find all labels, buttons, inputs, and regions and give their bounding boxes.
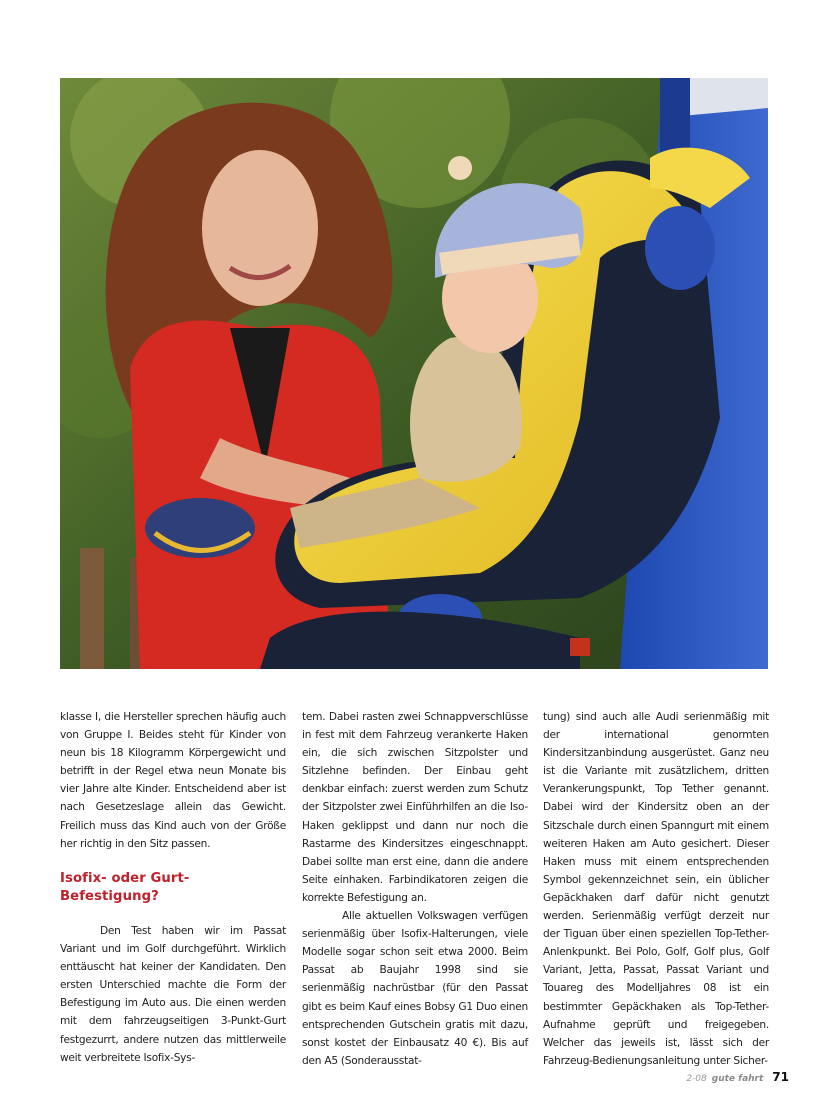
photo-illustration: [60, 78, 768, 669]
page-number: 71: [772, 1070, 789, 1084]
section-heading: Isofix- oder Gurt-Befestigung?: [60, 870, 190, 904]
magazine-name: gute fahrt: [711, 1074, 764, 1084]
article-photo: [60, 78, 768, 669]
paragraph: tung) sind auch alle Audi serienmäßig mit der international genormten Kindersitzanbindung ausgerüstet. Ganz neu ist die Variante mit zusätzlichem, dritten Verankerungspunkt, Top Tether genannt. Dabei wird der Kindersitz oben an der Sitzschale durch einen Spanngurt mit einem weiteren Haken am Auto gesichert. Dieser Haken muss mit einem entsprechenden Symbol gekennzeichnet sein, ein üblicher Gepäckhaken darf dafür nicht genutzt werden. Serienmäßig verfügt derzeit nur der Tiguan über einen speziellen Top-Tether-Anlenkpunkt. Bei Polo, Golf, Golf plus, Golf Variant, Jetta, Passat, Passat Variant und Touareg des Modelljahres 08 ist ein bestimmter Gepäckhaken als Top-Tether-Aufnahme geprüft und freigegeben. Welcher das jeweils ist, lässt sich der Fahrzeug-Bedienungsanleitung unter Sicher-: [543, 711, 769, 1067]
paragraph: tem. Dabei rasten zwei Schnappverschlüsse in fest mit dem Fahrzeug verankerte Haken ein, die sich zwischen Sitzpolster und Sitzlehne befinden. Der Einbau geht denkbar einfach: zuerst werden zum Schutz der Sitzpolster zwei Einführhilfen an die Iso-Haken geklippst und dann nur noch die Rastarme des Kindersitzes eingeschnappt. Dabei sollte man erst eine, dann die andere Seite einhaken. Farbindikatoren zeigen die korrekte Befestigung an.: [302, 711, 528, 904]
issue-number: 2-08: [686, 1074, 707, 1084]
paragraph: Alle aktuellen Volkswagen verfügen serienmäßig über Isofix-Halterungen, viele Modelle sogar schon seit etwa 2000. Beim Passat ab Baujahr 1998 sind sie serienmäßig nachrüstbar (für den Passat gibt es beim Kauf eines Bobsy G1 Duo einen entsprechenden Gutschein gratis mit dazu, sonst kostet der Einbausatz 40 €). Bis auf den A5 (Sonderausstat-: [302, 910, 528, 1067]
text-column-3: [543, 708, 769, 1070]
page-footer: [686, 1070, 789, 1084]
text-column-1: [60, 708, 286, 1067]
text-column-2: [302, 708, 528, 1070]
paragraph: klasse I, die Hersteller sprechen häufig auch von Gruppe I. Beides steht für Kinder von neun bis 18 Kilogramm Körpergewicht und betrifft in der Regel etwa neun Monate bis vier Jahre alte Kinder. Entscheidend aber ist nach Gesetzeslage allein das Gewicht. Freilich muss das Kind auch von der Größe her richtig in den Sitz passen.: [60, 711, 286, 850]
paragraph: Den Test haben wir im Passat Variant und im Golf durchgeführt. Wirklich enttäuscht hat keiner der Kandidaten. Den ersten Unterschied machte die Form der Befestigung im Auto aus. Die einen werden mit dem fahrzeugseitigen 3-Punkt-Gurt festgezurrt, andere nutzen das mittlerweile weit verbreitete Isofix-Sys-: [60, 924, 286, 1064]
